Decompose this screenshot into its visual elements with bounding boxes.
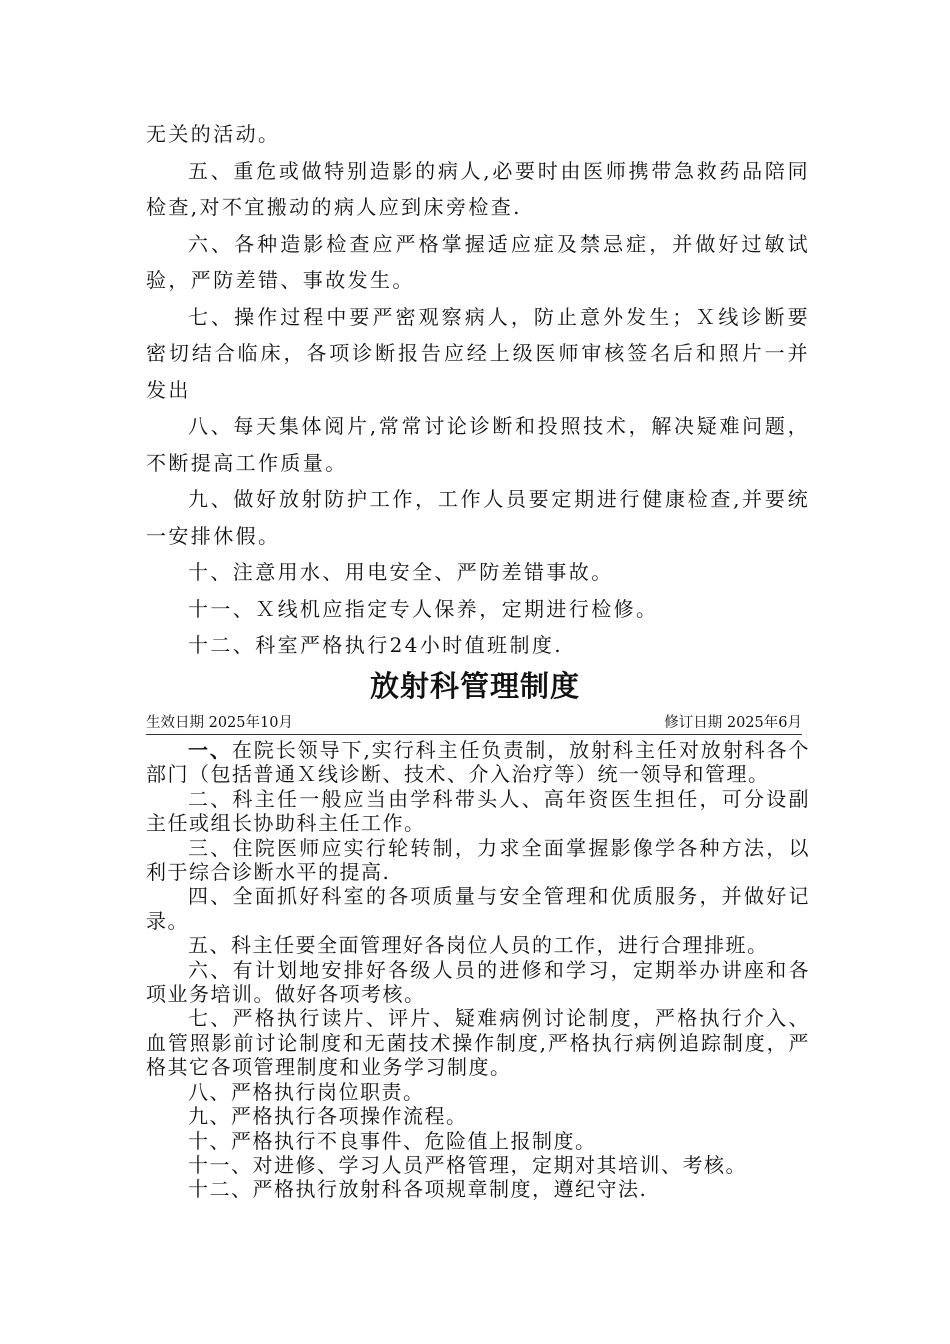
- regulation-item-3: 三、住院医师应实行轮转制，力求全面掌握影像学各种方法，以利于综合诊断水平的提高.: [146, 835, 810, 885]
- regulation-title: 放射科管理制度: [369, 669, 580, 703]
- regulation-item-2: 二、科主任一般应当由学科带头人、高年资医生担任，可分设副主任或组长协助科主任工作。: [146, 786, 810, 836]
- rule-item-8: 八、每天集体阅片,常常讨论诊断和投照技术，解决疑难问题，不断提高工作质量。: [146, 414, 810, 475]
- regulation-item-6: 六、有计划地安排好各级人员的进修和学习，定期举办讲座和各项业务培训。做好各项考核。: [146, 957, 810, 1007]
- regulation-item-8: 八、严格执行岗位职责。: [188, 1079, 425, 1104]
- rule-item-9: 九、做好放射防护工作，工作人员要定期进行健康检查,并要统一安排休假。: [146, 487, 810, 548]
- effective-date: 生效日期 2025年10月: [146, 715, 293, 731]
- regulation-item-4: 四、全面抓好科室的各项质量与安全管理和优质服务，并做好记录。: [146, 884, 810, 933]
- rule-item-6: 六、各种造影检查应严格掌握适应症及禁忌症，并做好过敏试验，严防差错、事故发生。: [146, 231, 810, 292]
- rule-item-12: 十二、科室严格执行24小时值班制度.: [188, 633, 564, 657]
- continued-rules-section: [146, 116, 810, 664]
- rule-item-10: 十、注意用水、用电安全、严防差错事故。: [188, 560, 614, 584]
- date-line: [146, 712, 802, 735]
- regulation-body: [146, 738, 810, 1202]
- rule-item-11: 十一、Ｘ线机应指定专人保养，定期进行检修。: [188, 596, 659, 621]
- revised-date: 修订日期 2025年6月: [664, 715, 802, 731]
- paragraph-continued: 无关的活动。: [146, 122, 281, 146]
- regulation-item-10: 十、严格执行不良事件、危险值上报制度。: [188, 1128, 597, 1153]
- regulation-item-7: 七、严格执行读片、评片、疑难病例讨论制度，严格执行介入、血管照影前讨论制度和无菌技术操作制度,严格执行病例追踪制度，严格其它各项管理制度和业务学习制度。: [146, 1006, 810, 1080]
- regulation-item-11: 十一、对进修、学习人员严格管理，定期对其培训、考核。: [188, 1152, 747, 1177]
- regulation-item-9: 九、严格执行各项操作流程。: [188, 1104, 468, 1129]
- rule-item-5: 五、重危或做特别造影的病人,必要时由医师携带急救药品陪同检查,对不宜搬动的病人应到床旁检查.: [146, 158, 810, 219]
- regulation-item-5: 五、科主任要全面管理好各岗位人员的工作，进行合理排班。: [188, 933, 769, 958]
- regulation-item-1-number: 一、: [188, 738, 232, 762]
- regulation-item-1: [146, 738, 810, 787]
- regulation-item-1-text: 在院长领导下,实行科主任负责制，放射科主任对放射科各个部门（包括普通Ｘ线诊断、技术、介入治疗等）统一领导和管理。: [146, 738, 811, 787]
- rule-item-7: 七、操作过程中要严密观察病人，防止意外发生；Ｘ线诊断要密切结合临床，各项诊断报告应经上级医师审核签名后和照片一并发出: [146, 304, 810, 402]
- regulation-item-12: 十二、严格执行放射科各项规章制度，遵纪守法.: [188, 1177, 648, 1202]
